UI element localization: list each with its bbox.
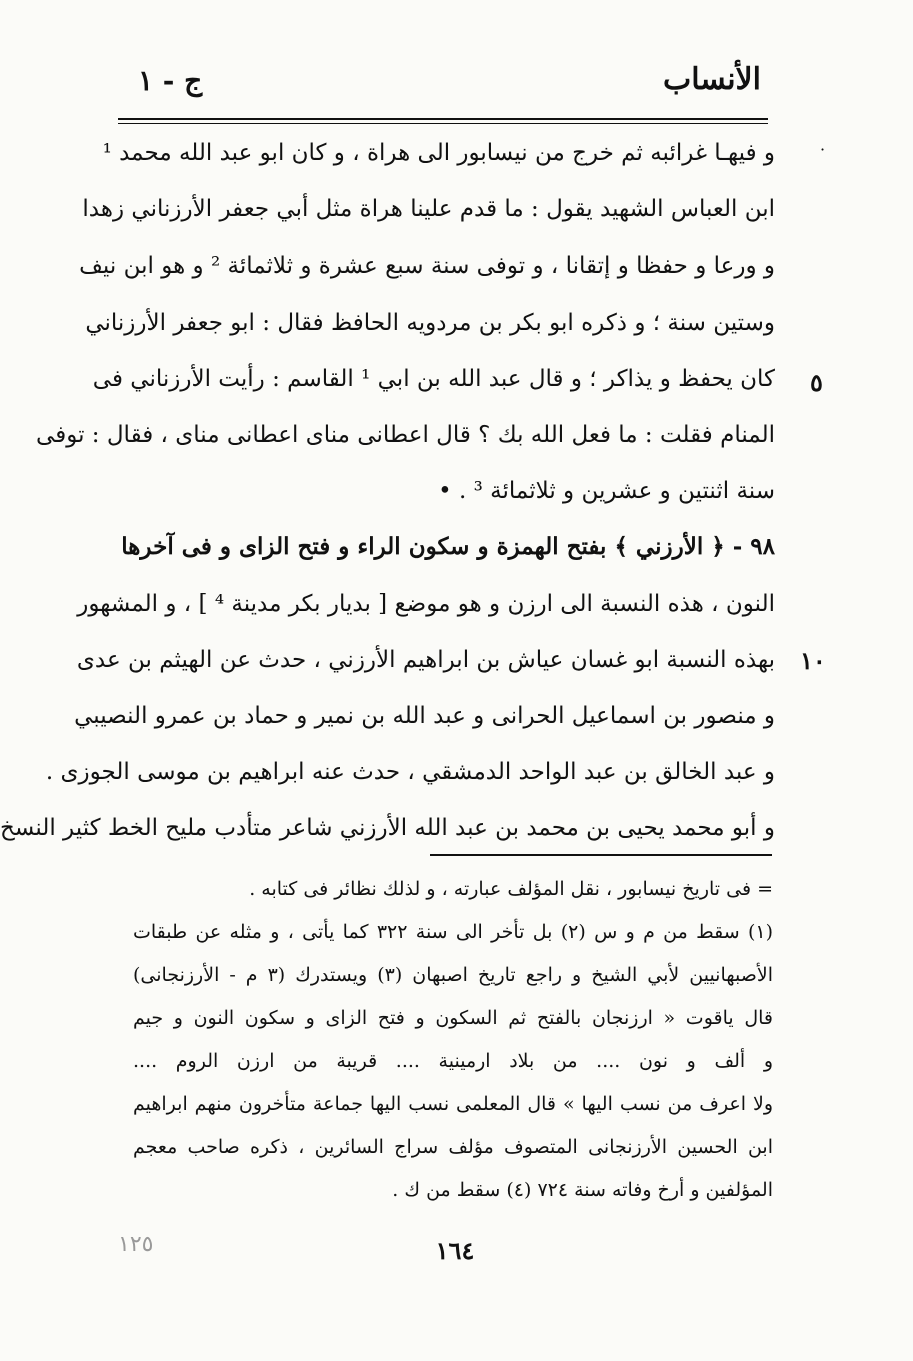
body-line-10: بهذه النسبة ابو غسان عياش بن ابراهيم الأرزني ، حدث عن الهيثم بن عدى [76,647,775,673]
body-line-6: المنام فقلت : ما فعل الله بك ؟ قال اعطانى مناى اعطانى مناى ، فقال : توفى [36,422,775,448]
line-number-5: ٥ [810,368,823,397]
body-line-5: كان يحفظ و يذاكر ؛ و قال عبد الله بن ابي ¹ القاسم : رأيت الأرزناني فى [92,366,775,392]
footnote-line-3: الأصبهانيين لأبي الشيخ و راجع تاريخ اصبهان (٣) ويستدرك (٣ م - الأرزنجانى) [133,964,773,986]
footnote-rule [430,854,772,856]
body-line-1: و فيهـا غرائبه ثم خرج من نيسابور الى هراة ، و كان ابو عبد الله محمد ¹ [102,140,775,166]
body-line-9: النون ، هذه النسبة الى ارزن و هو موضع [ بديار بكر مدينة ⁴ ] ، و المشهور [77,591,775,617]
body-line-11: و منصور بن اسماعيل الحرانى و عبد الله بن نمير و حماد بن عمرو النصيبي [74,703,775,729]
footnote-line-6: ولا اعرف من نسب اليها » قال المعلمى نسب اليها جماعة متأخرون منهم ابراهيم [133,1093,773,1115]
header-rule-thin [118,123,768,124]
page-number: ١٦٤ [435,1236,475,1265]
body-line-3: و ورعا و حفظا و إتقانا ، و توفى سنة سبع عشرة و ثلاثمائة ² و هو ابن نيف [79,253,775,279]
footnote-line-2: (١) سقط من م و س (٢) بل تأخر الى سنة ٣٢٢ كما يأتى ، و مثله عن طبقات [133,921,774,943]
volume-number: ج - ١ [138,64,203,97]
running-title: الأنساب [663,62,761,97]
body-line-7: سنة اثنتين و عشرين و ثلاثمائة ³ . • [438,478,775,504]
footnote-line-8: المؤلفين و أرخ وفاته سنة ٧٢٤ (٤) سقط من ك . [392,1179,773,1201]
footnote-line-7: ابن الحسين الأرزنجانى المتصوف مؤلف سراج السائرين ، ذكره صاحب معجم [133,1136,773,1158]
footnote-line-5: و ألف و نون .... من بلاد ارمينية .... قريبة من ارزن الروم .... [133,1050,773,1072]
body-line-13: و أبو محمد يحيى بن محمد بن عبد الله الأرزني شاعر متأدب مليح الخط كثير النسخ [0,815,775,841]
margin-dot: · [820,140,826,159]
header-rule [118,118,768,120]
entry-heading-line: ٩٨ - ﴿ الأرزني ﴾ بفتح الهمزة و سكون الراء و فتح الزاى و فى آخرها [121,533,775,560]
body-line-4: وستين سنة ؛ و ذكره ابو بكر بن مردويه الحافظ فقال : ابو جعفر الأرزناني [85,310,775,336]
footnote-line-1: = فى تاريخ نيسابور ، نقل المؤلف عبارته ، و لذلك نظائر فى كتابه . [249,878,773,900]
library-stamp: ١٢٥ [118,1232,154,1257]
body-line-2: ابن العباس الشهيد يقول : ما قدم علينا هراة مثل أبي جعفر الأرزناني زهدا [82,196,775,222]
body-line-12: و عبد الخالق بن عبد الواحد الدمشقي ، حدث عنه ابراهيم بن موسى الجوزى . [45,759,775,785]
line-number-10: ١٠ [800,646,826,675]
footnote-line-4: قال ياقوت « ارزنجان بالفتح ثم السكون و فتح الزاى و سكون النون و جيم [133,1007,773,1029]
